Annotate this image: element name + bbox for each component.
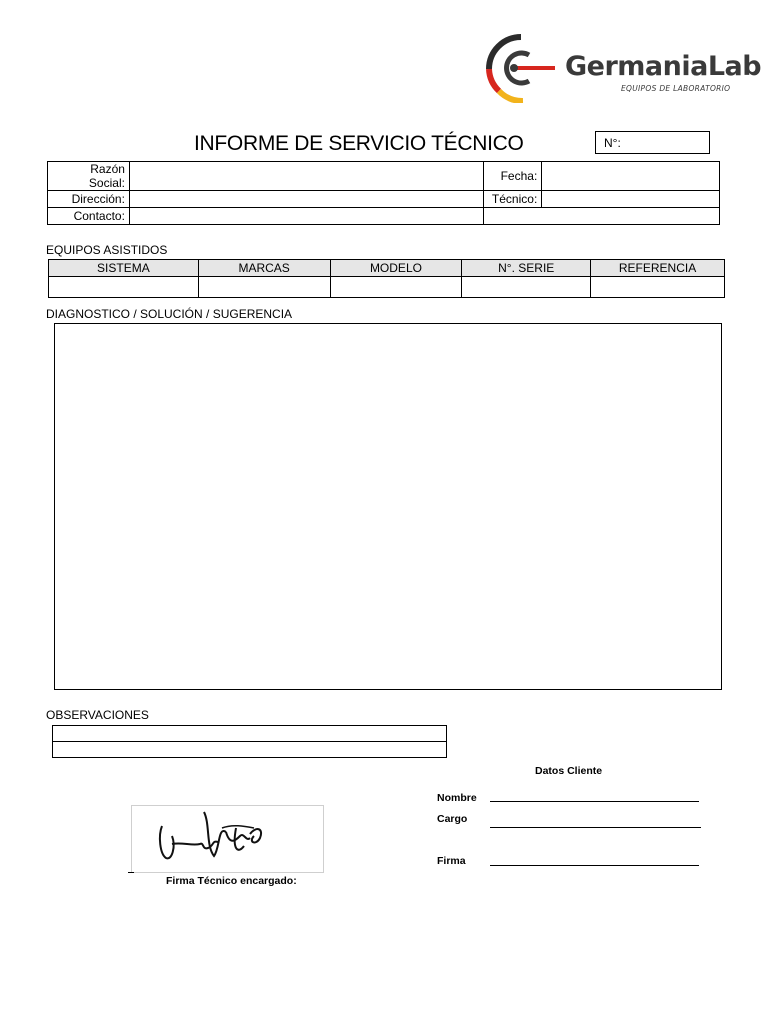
tech-signature-box	[131, 805, 324, 873]
equipment-col-serie: N°. SERIE	[462, 260, 591, 277]
equipment-cell[interactable]	[591, 277, 725, 298]
equipment-cell[interactable]	[198, 277, 330, 298]
equipment-cell[interactable]	[462, 277, 591, 298]
tecnico-field[interactable]	[542, 191, 720, 208]
direccion-field[interactable]	[129, 191, 483, 208]
tech-signature-label: Firma Técnico encargado:	[166, 875, 297, 887]
fecha-label: Fecha:	[484, 162, 542, 191]
tecnico-label: Técnico:	[484, 191, 542, 208]
client-nombre-field[interactable]	[490, 789, 699, 802]
equipment-table	[48, 259, 725, 298]
client-info-table	[47, 161, 720, 225]
client-nombre-label: Nombre	[437, 792, 477, 804]
report-number-label: N°:	[604, 136, 621, 150]
client-cargo-label: Cargo	[437, 813, 468, 825]
diagnosis-textarea[interactable]	[54, 323, 722, 690]
company-logo	[483, 33, 762, 103]
handwritten-signature-icon	[132, 806, 325, 874]
fecha-field[interactable]	[542, 162, 720, 191]
observations-table	[52, 725, 447, 758]
page-title: INFORME DE SERVICIO TÉCNICO	[194, 132, 524, 155]
contacto-field[interactable]	[129, 208, 483, 225]
diagnosis-heading: DIAGNOSTICO / SOLUCIÓN / SUGERENCIA	[46, 307, 293, 321]
razon-social-field[interactable]	[129, 162, 483, 191]
client-firma-field[interactable]	[490, 853, 699, 866]
observation-line[interactable]	[53, 726, 447, 742]
equipment-col-sistema: SISTEMA	[49, 260, 199, 277]
equipment-cell[interactable]	[49, 277, 199, 298]
equipment-cell[interactable]	[330, 277, 462, 298]
germanialab-logo-icon	[483, 33, 559, 103]
equipment-col-marcas: MARCAS	[198, 260, 330, 277]
equipment-col-modelo: MODELO	[330, 260, 462, 277]
equipment-col-referencia: REFERENCIA	[591, 260, 725, 277]
equipment-heading: EQUIPOS ASISTIDOS	[46, 243, 168, 257]
empty-cell	[484, 208, 720, 225]
client-firma-label: Firma	[437, 855, 466, 867]
observation-line[interactable]	[53, 742, 447, 758]
razon-social-label: Razón Social:	[48, 162, 130, 191]
logo-name: GermaniaLab	[565, 51, 762, 82]
direccion-label: Dirección:	[48, 191, 130, 208]
logo-subtitle: EQUIPOS DE LABORATORIO	[621, 84, 731, 93]
contacto-label: Contacto:	[48, 208, 130, 225]
signature-underline	[128, 872, 134, 873]
client-cargo-field[interactable]	[490, 815, 701, 828]
client-data-heading: Datos Cliente	[535, 765, 603, 777]
report-number-field[interactable]	[595, 131, 710, 154]
observations-heading: OBSERVACIONES	[46, 708, 149, 722]
